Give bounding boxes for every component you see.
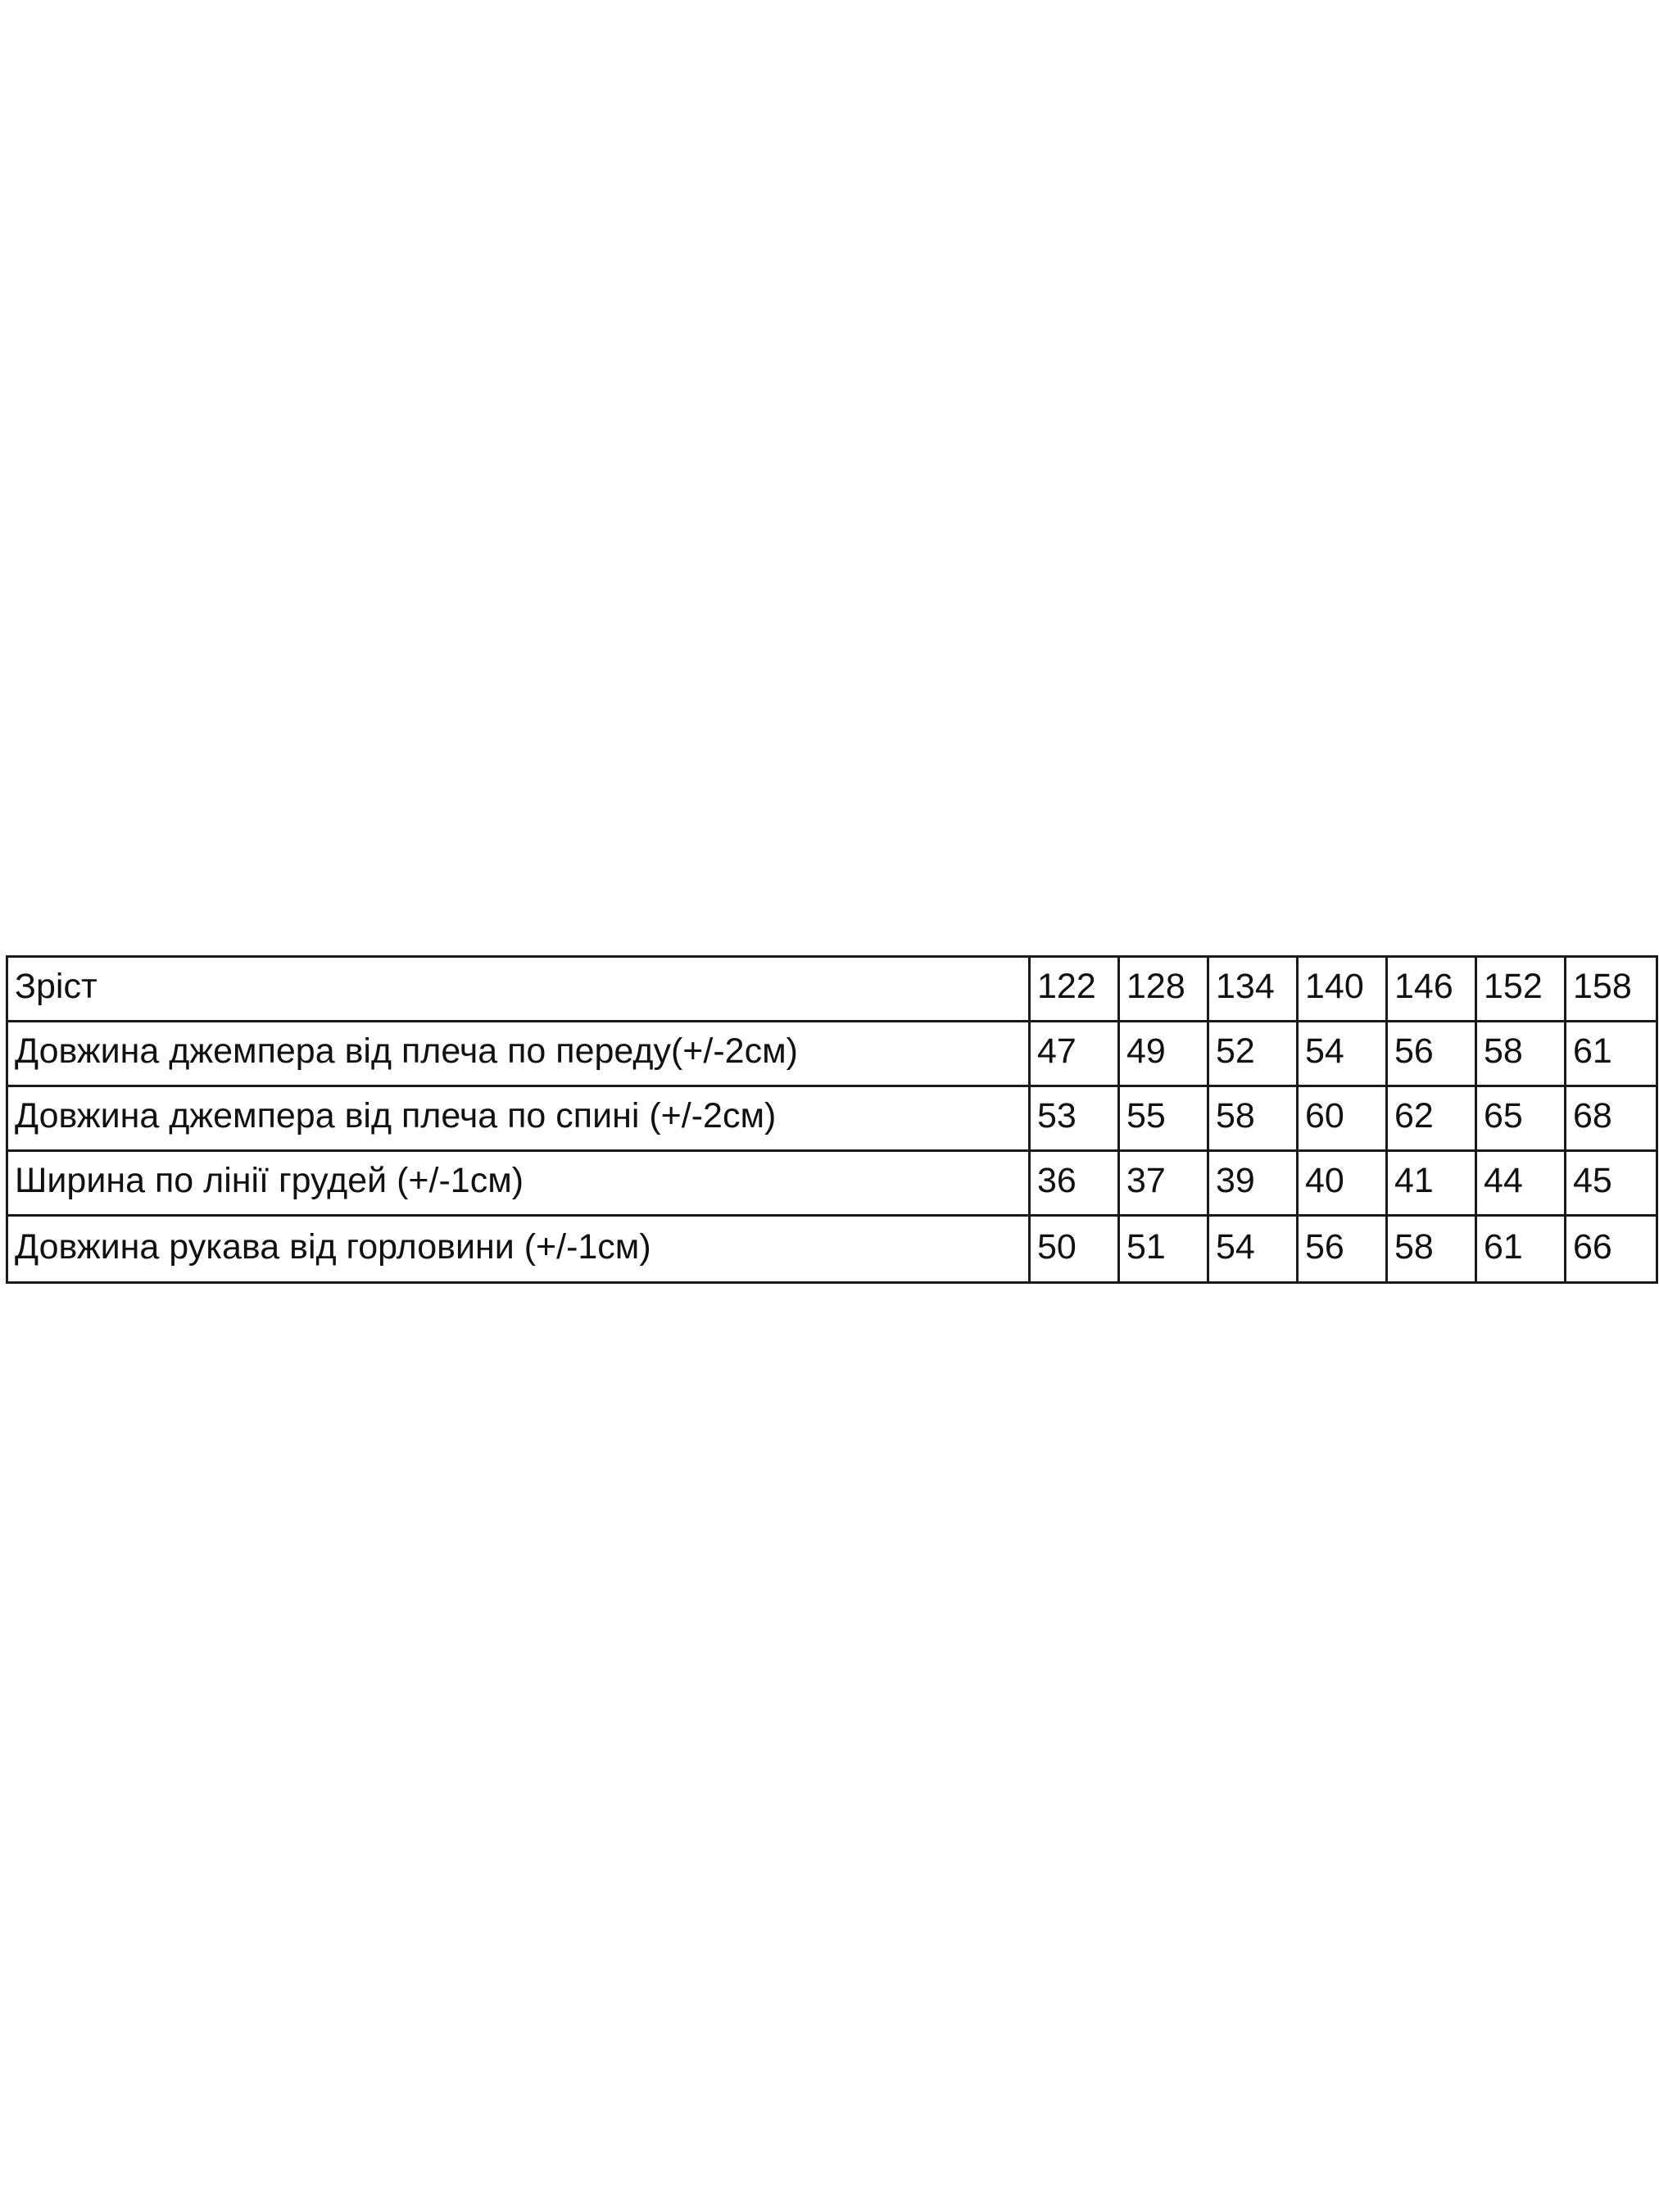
table-cell: 56 [1388,1022,1477,1087]
table-row [8,1022,1656,1087]
table-cell: 65 [1477,1087,1566,1152]
table-cell: 152 [1477,958,1566,1022]
table-cell: 146 [1388,958,1477,1022]
table-cell: 51 [1120,1217,1209,1281]
table-cell: 47 [1031,1022,1120,1087]
table-cell: 50 [1031,1217,1120,1281]
table-cell: 52 [1209,1022,1299,1087]
size-chart-container [6,955,1653,1284]
table-cell: 45 [1566,1152,1656,1217]
table-cell: 58 [1477,1022,1566,1087]
size-chart-table [6,955,1658,1284]
table-cell: 58 [1388,1217,1477,1281]
table-cell: 62 [1388,1087,1477,1152]
table-row [8,1152,1656,1217]
table-cell: 134 [1209,958,1299,1022]
row-label: Зріст [8,958,1031,1022]
table-cell: 53 [1031,1087,1120,1152]
table-row [8,1217,1656,1281]
table-cell: 122 [1031,958,1120,1022]
table-cell: 140 [1299,958,1388,1022]
row-label: Довжина джемпера від плеча по переду(+/-2см) [8,1022,1031,1087]
table-cell: 49 [1120,1022,1209,1087]
table-cell: 54 [1209,1217,1299,1281]
table-cell: 39 [1209,1152,1299,1217]
row-label: Довжина джемпера від плеча по спині (+/-2см) [8,1087,1031,1152]
table-row [8,958,1656,1022]
table-cell: 37 [1120,1152,1209,1217]
table-cell: 55 [1120,1087,1209,1152]
row-label: Ширина по лінії грудей (+/-1см) [8,1152,1031,1217]
table-cell: 60 [1299,1087,1388,1152]
table-cell: 54 [1299,1022,1388,1087]
table-row [8,1087,1656,1152]
table-cell: 58 [1209,1087,1299,1152]
table-cell: 68 [1566,1087,1656,1152]
table-cell: 128 [1120,958,1209,1022]
table-cell: 61 [1566,1022,1656,1087]
row-label: Довжина рукава від горловини (+/-1см) [8,1217,1031,1281]
table-cell: 158 [1566,958,1656,1022]
table-cell: 61 [1477,1217,1566,1281]
table-cell: 44 [1477,1152,1566,1217]
table-cell: 36 [1031,1152,1120,1217]
table-cell: 41 [1388,1152,1477,1217]
table-cell: 66 [1573,1226,1612,1267]
table-cell: 56 [1299,1217,1388,1281]
table-cell: 40 [1299,1152,1388,1217]
